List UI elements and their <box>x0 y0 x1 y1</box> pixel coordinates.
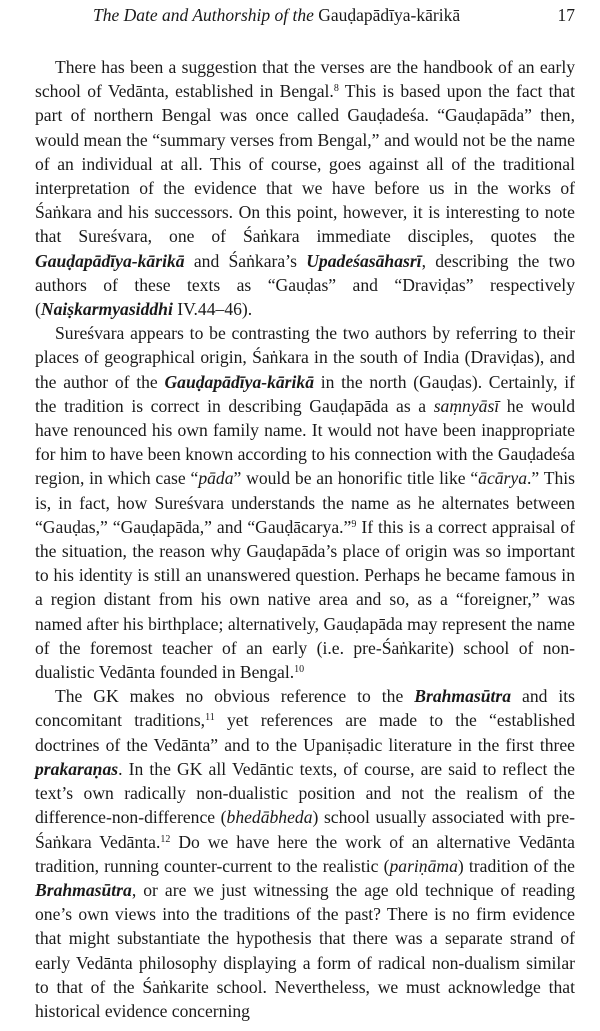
footnote-ref: 8 <box>333 83 339 95</box>
paragraph-text: This is based upon the fact that part of northern Bengal was once called Gauḍadeśa. “Gauḍapāda” then, would mean the “summary verses from Bengal,” and would not be the name of an individual at all. This of course, goes against all of the traditional interpretation of the evidence that we have before us in the works of Śaṅkara and his successors. On this point, however, it is interesting to note that Sureśvara, one of Śaṅkara immediate disciples, quotes the <box>35 81 575 247</box>
paragraph-text: If this is a correct appraisal of the situation, the reason why Gauḍapāda’s place of origin was so important to his identity is still an unanswered question. Perhaps he became famous in a region distant from his own native area and so, as a “foreigner,” was named after his birthplace; alternatively, Gauḍapāda may represent the name of the foremost teacher of an early (i.e. pre-Śaṅkarite) school of non-dualistic Vedānta founded in Bengal. <box>35 516 575 683</box>
paragraph-text: , or are we just witnessing the age old technique of reading one’s own views into the traditions of the past? There is no firm evidence that might substantiate the hypothesis that there was a separate strand of early Vedānta philosophy displaying a form of radical non-dualism similar to that of the Śaṅkarite school. Nevertheless, we must acknowledge that historical evidence concerning <box>35 879 575 1021</box>
italic-term-text: pāda <box>198 468 234 489</box>
page-number: 17 <box>557 5 575 25</box>
italic-title-text: Gauḍapādīya-kārikā <box>35 250 185 271</box>
paragraph-text: ” would be an honorific title like “ <box>233 468 479 489</box>
italic-title-text: Brahmasūtra <box>414 686 512 707</box>
paragraph-text: Sureśvara appears to be contrasting the two authors by referring to their places of geographical origin, Śaṅkara in the south of India (Draviḍas), and the author of the <box>35 323 575 392</box>
italic-title-text: Gauḍapādīya-kārikā <box>164 371 315 392</box>
italic-term-text: bhedābheda <box>226 807 313 828</box>
footnote-ref: 10 <box>294 664 305 676</box>
paragraph-text: yet references are made to the “established doctrines of the Vedānta” and to the Upaniṣadic literature in the first three <box>35 710 575 755</box>
footnote-ref: 9 <box>351 518 357 530</box>
paragraph-text: Do we have here the work of an alternative Vedānta tradition, running counter-current to the realistic ( <box>35 831 575 876</box>
running-title-text: Gauḍapādīya-kārikā <box>313 5 461 25</box>
paragraph-text: he would have renounced his own family name. It would not have been inappropriate for him to have been known according to his connection with the Gauḍadeśa region, in which case “ <box>35 395 575 489</box>
running-head <box>93 2 575 28</box>
paragraph-text: , describing the two authors of these texts as “Gauḍas” and “Draviḍas” respectively ( <box>35 250 576 320</box>
footnote-ref: 12 <box>160 833 171 845</box>
footnote-ref: 11 <box>205 712 215 724</box>
italic-title-text: Naiṣkarmyasiddhi <box>40 299 173 320</box>
paragraph <box>35 55 575 321</box>
italic-term-text: saṃnyāsī <box>433 395 500 416</box>
italic-title-text: prakaraṇas <box>35 758 119 779</box>
italic-title-text: Brahmasūtra <box>35 879 132 900</box>
running-title: The Date and Authorship of the <box>93 5 314 25</box>
italic-title-text: Upadeśasāhasrī <box>306 250 422 271</box>
paragraph-text: ) tradition of the <box>457 855 575 876</box>
paragraph-text: and Śaṅkara’s <box>184 250 307 271</box>
paragraph <box>35 321 575 684</box>
paragraph-text: .” This is, in fact, how Sureśvara understands the name as he alternates between “Gauḍas,” “Gauḍapāda,” and “Gauḍācarya.” <box>35 468 575 537</box>
paragraph-text: in the north (Gauḍas). Certainly, if the tradition is correct in describing Gauḍapāda as a <box>35 371 575 416</box>
italic-term-text: pariṇāma <box>389 855 458 876</box>
paragraph-text: . In the GK all Vedāntic texts, of course, are said to reflect the text’s own radically non-dualistic position and not the realism of the difference-non-difference ( <box>35 758 575 828</box>
paragraph-text: ) school usually associated with pre-Śaṅkara Vedānta. <box>35 807 575 852</box>
paragraph-text: The GK makes no obvious reference to the <box>55 686 415 707</box>
paragraph-text: IV.44–46). <box>172 299 253 320</box>
body-text <box>35 55 575 1023</box>
paragraph <box>35 684 575 1023</box>
italic-term-text: ācārya <box>478 468 528 489</box>
paragraph-text: There has been a suggestion that the verses are the handbook of an early school of Vedānta, established in Bengal. <box>35 57 575 102</box>
paragraph-text: and its concomitant traditions, <box>35 686 575 731</box>
